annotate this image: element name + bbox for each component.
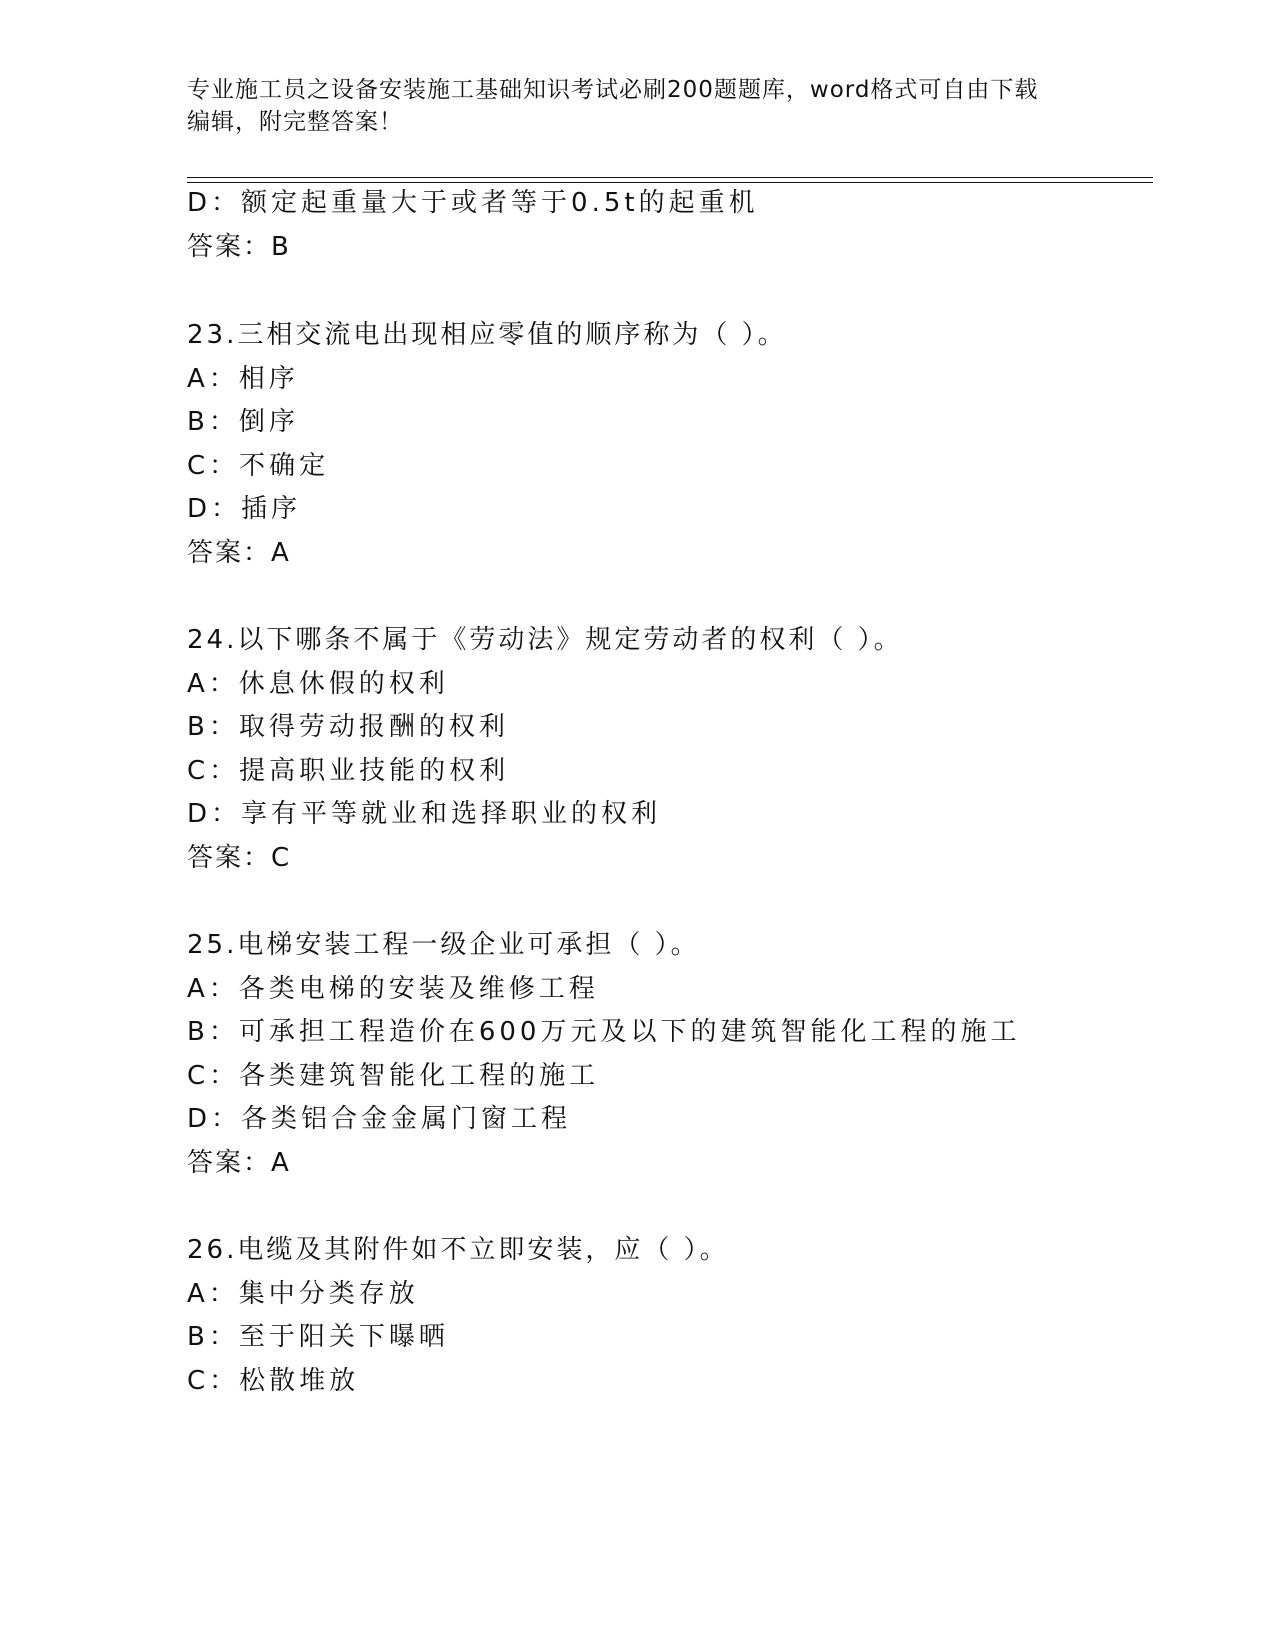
header-divider-bottom	[187, 182, 1153, 183]
option-a: A：相序	[187, 364, 299, 394]
option-b: B：至于阳关下曝晒	[187, 1322, 449, 1352]
option-c: C：各类建筑智能化工程的施工	[187, 1061, 600, 1091]
option-c: C：松散堆放	[187, 1366, 360, 1396]
question-stem: 26.电缆及其附件如不立即安装，应（ ）。	[187, 1235, 729, 1265]
option-a: A：集中分类存放	[187, 1279, 419, 1309]
header-title-line-1: 专业施工员之设备安装施工基础知识考试必刷200题题库，word格式可自由下载	[187, 77, 1039, 103]
answer-line: 答案：B	[187, 232, 291, 262]
answer-line: 答案：C	[187, 843, 292, 873]
answer-line: 答案：A	[187, 1148, 291, 1178]
option-d: D：各类铝合金金属门窗工程	[187, 1104, 572, 1134]
document-header	[187, 74, 1087, 138]
option-a: A：休息休假的权利	[187, 669, 449, 699]
question-stem: 25.电梯安装工程一级企业可承担（ ）。	[187, 930, 700, 960]
header-title-line-2: 编辑，附完整答案！	[187, 109, 403, 135]
question-stem: 23.三相交流电出现相应零值的顺序称为（ ）。	[187, 320, 787, 350]
option-a: A：各类电梯的安装及维修工程	[187, 974, 599, 1004]
option-d: D：插序	[187, 494, 302, 524]
option-b: B：可承担工程造价在600万元及以下的建筑智能化工程的施工	[187, 1017, 1021, 1047]
option-c: C：不确定	[187, 451, 330, 481]
option-b: B：倒序	[187, 407, 299, 437]
header-divider-top	[187, 177, 1153, 178]
option-b: B：取得劳动报酬的权利	[187, 712, 509, 742]
question-stem: 24.以下哪条不属于《劳动法》规定劳动者的权利（ ）。	[187, 625, 903, 655]
option-c: C：提高职业技能的权利	[187, 756, 510, 786]
option-d: D：享有平等就业和选择职业的权利	[187, 799, 662, 829]
answer-line: 答案：A	[187, 538, 291, 568]
option-d: D：额定起重量大于或者等于0.5t的起重机	[187, 188, 759, 218]
